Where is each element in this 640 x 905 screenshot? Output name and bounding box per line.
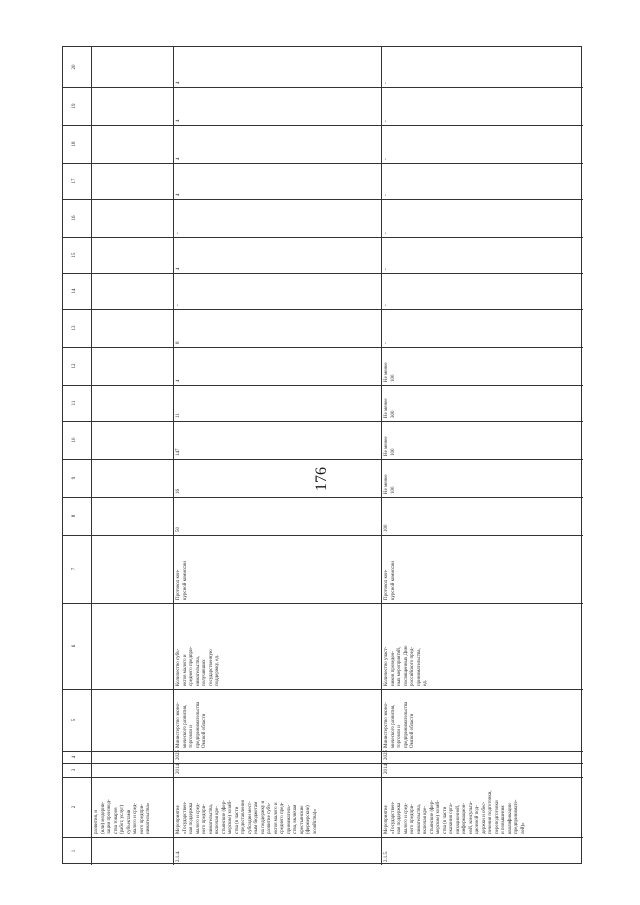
grid-line [63,273,583,274]
activity-name-line: стьянские (фер- [221,800,227,834]
activity-name-line: ная поддержка [397,802,402,834]
indicator-value: - [384,120,389,122]
grid-line [63,603,583,604]
indicator-value-line: Не менее [384,436,389,456]
indicator-name-line: Количество субъ- [176,648,181,686]
indicator-value-line: 100 [390,486,396,494]
column-number: 4 [72,755,77,759]
column-number: 2 [72,805,77,809]
activity-name-line: мерские) хозяй- [436,800,441,834]
indicator-value: 4 [176,119,181,122]
indicator-value-line: 100 [390,374,396,382]
activity-name-line: низационной, [455,804,461,834]
activity-name-line: среднего пред- [280,802,285,834]
activity-name-line: и повышения [501,805,506,834]
column-number: 8 [72,514,77,518]
activity-name-line: включая кре- [215,806,220,834]
column-number: 20 [72,64,77,70]
grid-line [173,47,174,865]
grid-line [63,689,583,690]
activity-name-line: крестьянские [299,805,305,834]
indicator-value: - [384,82,389,84]
indicator-value-line: Не менее [384,398,389,418]
indicator-name-line: посвященных Дню [403,645,409,686]
start-year: 2014 [176,764,181,774]
executor-line: Министерство эконо- [384,702,389,748]
indicator-table [62,46,582,864]
activity-name-line: субсидии мест- [247,801,253,834]
indicator-name-line: ед. [423,680,428,686]
indicator-name-line: нимательства, [195,656,201,686]
grid-line [63,125,583,126]
activity-name-line: ства, включая [293,804,298,834]
data-source [384,538,397,600]
indicator-value: - [384,342,389,344]
page-number: 176 [313,467,330,491]
executor-line: торговли и [397,725,402,748]
grid-line [63,199,583,200]
activity-name [384,780,527,834]
indicator-value: 4 [176,193,181,196]
activity-name-line: ства (в части [234,806,240,834]
activity-name [176,780,319,834]
indicator-value-line: Не менее [384,474,389,494]
activity-name-line: развития, и [94,809,99,834]
indicator-value: 4 [176,267,181,270]
activity-name-line: малого и сред- [403,802,409,834]
column-number: 3 [72,768,77,772]
executor-line: Министерство эконо- [176,702,181,748]
activity-name-line: ной, консульта- [468,801,474,834]
activity-name-line: предоставления [241,800,246,834]
column-number: 5 [72,718,77,722]
grid-line [381,47,382,865]
activity-name-line: включая кре- [423,806,428,834]
grid-line [63,309,583,310]
activity-name-line: нимательства» [146,802,151,834]
indicator-value: 11 [176,413,181,418]
activity-name-line: на поддержку и [260,800,266,834]
activity-name-line: информацион- [462,802,467,834]
grid-line [63,459,583,460]
executor-line: мического развития, [182,704,188,748]
activity-name-line: квалификации [507,803,513,834]
activity-name-line: ства (в части [442,806,448,834]
activity-name-line: зации производ- [107,799,112,834]
data-source [176,538,189,600]
end-year: 2025 [384,750,389,760]
column-number: 15 [72,252,77,258]
column-number: 18 [72,141,77,147]
executor-line: предпринимательства [195,701,201,748]
grid-line [63,751,583,752]
grid-line [63,237,583,238]
activity-name-line: ционной под- [475,805,480,834]
indicator-value [384,424,397,456]
indicator-value: 16 [176,489,181,494]
executor-line: предпринимательства [403,701,409,748]
executor-line: мического развития, [390,704,396,748]
activity-name-line: оказания орга- [449,802,454,834]
activity-name-line: «Государствен- [390,801,396,834]
activity-name-line: Мероприятие [384,805,389,834]
indicator-value: - [176,232,181,234]
indicator-value: 8 [176,341,181,344]
grid-line [63,497,583,498]
activity-name-line: держки и обес- [481,801,487,834]
activity-name-line: него предпри- [410,804,415,834]
data-source-line: курсной комиссии [182,561,188,600]
column-number: 9 [72,476,77,480]
grid-line [63,535,583,536]
activity-name-line: ства товаров [113,807,119,834]
indicator-value: - [384,194,389,196]
activity-name-line: «Государствен- [182,801,188,834]
column-number: 19 [72,103,77,109]
indicator-value-line: 300 [390,410,396,418]
activity-name-line: (или) модерни- [100,801,106,834]
column-number: 6 [72,644,77,648]
column-number: 13 [72,325,77,331]
activity-name-line: стьянские (фер- [429,800,435,834]
grid-line [63,763,583,764]
column-number: 12 [72,363,77,369]
indicator-name-line: Количество участ- [384,646,389,686]
start-year: 2014 [384,764,389,774]
grid-line [91,47,92,865]
indicator-value [384,388,397,418]
executor [384,692,417,748]
indicator-value: - [384,232,389,234]
activity-name-line: переподготовки [494,800,500,834]
executor-line: Омской области [202,713,207,748]
activity-name-line: мерские) хозяй- [228,800,233,834]
column-number: 1 [72,849,77,853]
data-source-line: Протокол кон- [176,569,181,600]
indicator-value [384,350,397,382]
grid-line [63,777,583,778]
indicator-name-line: ектов малого и [182,654,188,686]
column-number: 17 [72,178,77,184]
indicator-value: - [176,304,181,306]
activity-name-line: развитие субъ- [267,802,272,834]
indicator-value: 4 [176,379,181,382]
indicator-value: 50 [176,527,181,532]
indicator-name [384,606,430,686]
executor-line: торговли и [189,725,194,748]
column-number: 11 [72,400,77,406]
activity-name-line: ектов малого и [273,802,279,834]
grid-line [63,87,583,88]
indicator-name-line: российского пред- [410,646,415,686]
activity-name-line: субъектами [126,809,132,834]
activity-name-line: Мероприятие [176,805,181,834]
activity-name-line: (работ, услуг) [120,804,125,834]
activity-name-line: нимательства, [208,804,214,834]
activity-name-line: (фермерские) [306,805,311,834]
indicator-name-line: принимательства, [416,648,422,686]
data-source-line: Протокол кон- [384,569,389,600]
indicator-name-line: ных мероприятий, [397,646,402,686]
activity-name-line: ным бюджетам [254,801,259,834]
indicator-name [176,606,222,686]
row-id: 2.1.4. [176,850,181,862]
grid-line [63,837,583,838]
activity-name-line: ная поддержка [189,802,194,834]
executor-line: Омской области [410,713,415,748]
activity-name-line: печения подготовки, [488,790,493,834]
activity-name-line: него предпри- [202,804,207,834]
indicator-value: 4 [176,81,181,84]
column-number: 7 [72,567,77,571]
indicator-name-line: получивших [202,659,207,686]
grid-line [63,163,583,164]
data-source-line: курсной комиссии [390,561,396,600]
indicator-value: 147 [176,448,181,456]
activity-name-line: приниматель- [286,804,292,834]
activity-name [94,780,153,834]
indicator-value: - [384,268,389,270]
activity-name-line: малого и сред- [133,802,138,834]
indicator-value: - [384,158,389,160]
indicator-value: 100 [384,524,389,532]
grid-line [63,347,583,348]
executor [176,692,209,748]
grid-line [63,421,583,422]
activity-name-line: предпринимате- [514,799,519,834]
indicator-value-line: 100 [390,448,396,456]
indicator-value: - [384,304,389,306]
indicator-name-line: среднего предпри- [189,646,194,686]
indicator-value [384,462,397,494]
activity-name-line: него предпри- [139,804,145,834]
column-number: 14 [72,288,77,294]
indicator-name-line: государственную [208,649,214,686]
grid-line [63,385,583,386]
activity-name-line: малого и сред- [195,802,201,834]
activity-name-line: лей)» [520,822,526,834]
end-year: 2025 [176,750,181,760]
row-id: 2.1.5. [384,850,389,862]
activity-name-line: хозяйства)» [312,809,318,834]
indicator-name-line: поддержку, ед. [215,654,220,686]
activity-name-line: нимательства, [416,804,422,834]
column-number: 10 [72,437,77,443]
indicator-value-line: Не менее [384,362,389,382]
indicator-value: 4 [176,157,181,160]
column-number: 16 [72,215,77,221]
indicator-name-line: ников проведен- [390,651,396,686]
